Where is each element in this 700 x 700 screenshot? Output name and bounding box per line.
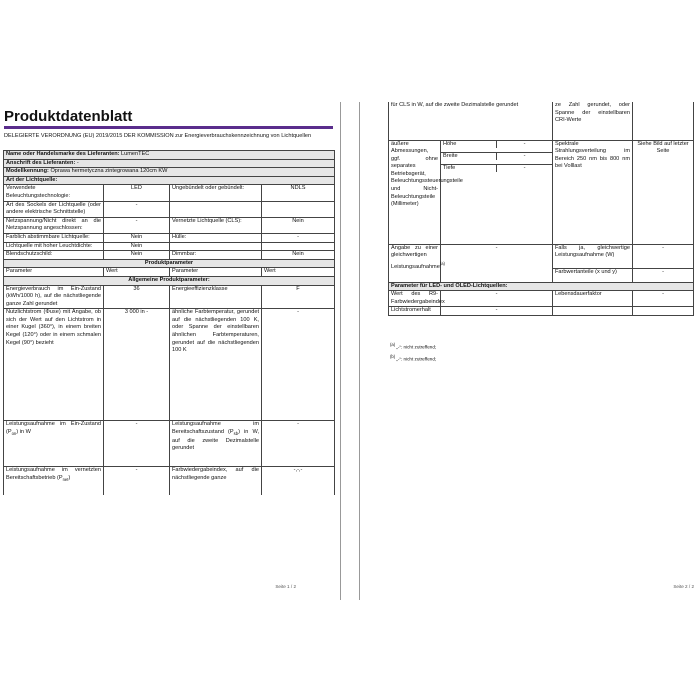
energy-on-value: 36 (104, 285, 170, 309)
light-source-type-heading: Art der Lichtquelle: (4, 176, 335, 185)
table-row (4, 201, 335, 217)
supplier-name-label: Name oder Handelsmarke des Lieferanten: (6, 151, 120, 157)
standby-value: - (262, 421, 335, 467)
width-value: - (523, 152, 526, 159)
high-luminance-label: Lichtquelle mit hoher Leuchtdichte: (4, 242, 104, 251)
table-row (4, 185, 335, 201)
table-row (389, 244, 694, 269)
table-row (4, 233, 335, 242)
height-cell (441, 140, 553, 152)
product-data-table-page-2 (388, 102, 694, 316)
cct-value: - (262, 309, 335, 421)
page-two (359, 102, 700, 600)
page-one (0, 102, 341, 600)
table-row (4, 159, 335, 168)
table-row (4, 168, 335, 177)
cct-label: ähnliche Farbtemperatur, gerundet auf die nächstliegenden 100 K, oder Spanne der einstellbaren ähnlichen Farbtemperaturen, gerundet auf die nächstliegenden 100 K (170, 309, 262, 421)
table-row (4, 259, 335, 268)
col-header-value: Wert (104, 268, 170, 277)
model-value: Oprawa hermetyczna zintegrowana 120cm KW (50, 168, 168, 175)
tech-value: LED (104, 185, 170, 201)
connected-value: Nein (262, 217, 335, 233)
standby-label: Leistungsaufnahme im Bereitschaftszustand $(P_{sb})$ in W, auf die zweite Dezimalstelle gerundet (170, 421, 262, 467)
cri-value: -,-,- (262, 467, 335, 495)
table-row (4, 268, 335, 277)
anti-glare-value: Nein (104, 251, 170, 260)
table-row (389, 291, 694, 307)
table-row (4, 309, 335, 421)
table-row (389, 282, 694, 291)
tech-label: Verwendete Beleuchtungstechnologie: (4, 185, 104, 201)
maintenance-value: - (441, 307, 553, 316)
general-params-heading: Allgemeine Produktparameter: (4, 276, 335, 285)
table-row (4, 276, 335, 285)
connected-label: Vernetzte Lichtquelle (CLS): (170, 217, 262, 233)
table-row (4, 242, 335, 251)
useful-flux-value: 3 000 in - (104, 309, 170, 421)
supplier-address-value: - (76, 159, 79, 166)
useful-flux-label: Nutzlichtstrom (Φuse) mit Angabe, ob sich der Wert auf den Lichtstrom in einer Kugel (360°), in einem breiten Kegel (120°) oder in einem schmalen Kegel (90°) bezieht (4, 309, 104, 421)
col-header-value: Wert (262, 268, 335, 277)
power-on-value: - (104, 421, 170, 467)
efficiency-class-label: Energieeffizienzklasse (170, 285, 262, 309)
equiv-value: - (441, 244, 553, 282)
chromaticity-label: Farbwertanteile (x und y) (553, 269, 633, 282)
page-number: Seite 2 / 2 (673, 584, 694, 589)
product-params-heading: Produktparameter (4, 259, 335, 268)
table-row (4, 251, 335, 260)
mains-label: Netzspannung/Nicht direkt an die Netzspannung angeschlossen: (4, 217, 104, 233)
table-row (4, 421, 335, 467)
table-row (389, 307, 694, 316)
efficiency-class-value: F (262, 285, 335, 309)
col-header-param: Parameter (4, 268, 104, 277)
colour-tunable-label: Farblich abstimmbare Lichtquelle: (4, 233, 104, 242)
table-row (4, 217, 335, 233)
depth-label: Tiefe (441, 165, 497, 173)
dimmable-value: Nein (262, 251, 335, 260)
equiv-power-label: Falls ja, gleichwertige Leistungsaufnahme (W) (553, 244, 633, 269)
envelope-label: Hülle: (170, 233, 262, 242)
power-on-label: Leistungsaufnahme im Ein-Zustand $(P_{on})$ in W (4, 421, 104, 467)
led-params-heading: Parameter für LED- und OLED-Lichtquellen: (389, 282, 694, 291)
width-cell (441, 152, 553, 164)
colour-tunable-value: Nein (104, 233, 170, 242)
equiv-power-value: - (633, 244, 694, 269)
table-row (4, 176, 335, 185)
supplier-name-value: LumenTEC (121, 151, 150, 157)
table-row (4, 151, 335, 160)
title-underline (4, 126, 333, 129)
cap-label: Art des Sockels der Lichtquelle (oder andere elektrische Schnittstelle) (4, 201, 104, 217)
table-row (389, 102, 694, 140)
maintenance-label: Lichtstromerhalt (389, 307, 441, 316)
high-luminance-value: Nein (104, 242, 170, 251)
nondirectional-value: NDLS (262, 185, 335, 201)
width-label: Breite (441, 153, 497, 161)
energy-on-label: Energieverbrauch im Ein-Zustand (kWh/1000 h), auf die nächstliegende ganze Zahl gerundet (4, 285, 104, 309)
table-row (389, 140, 694, 152)
cls-cont-label: für CLS in W, auf die zweite Dezimalstelle gerundet (389, 102, 553, 140)
depth-cell (441, 164, 553, 244)
lifetime-label: Lebensdauerfaktor (553, 291, 633, 307)
dimmable-label: Dimmbar: (170, 251, 262, 260)
height-label: Höhe (441, 141, 497, 149)
spectral-value: Siehe Bild auf letzter Seite (633, 140, 694, 244)
equiv-label: Angabe zu einer gleichwertigen Leistungsaufnahme$^{(a)}$ (389, 244, 441, 282)
networked-label: Leistungsaufnahme im vernetzten Bereitschaftsbetrieb $(P_{net})$ (4, 467, 104, 495)
anti-glare-label: Blendschutzschild: (4, 251, 104, 260)
depth-value: - (523, 164, 526, 171)
cap-value: - (104, 201, 170, 217)
page-title: Produktdatenblatt (4, 108, 133, 125)
cri-label: Farbwiedergabeindex, auf die nächstliegende ganze (170, 467, 262, 495)
model-label: Modellkennung: (6, 168, 49, 175)
footnote-a: $^{(a)}$ „-“: nicht zutreffend; (390, 342, 437, 350)
r9-label: Wert des R9-Farbwiedergabeindex (389, 291, 441, 307)
r9-value: - (441, 291, 553, 307)
mains-value: - (104, 217, 170, 233)
cri-cont-text: ze Zahl gerundet, oder Spanne der einstellbaren CRI-Werte (553, 102, 633, 140)
spectral-label: Spektrale Strahlungsverteilung im Bereich 250 nm bis 800 nm bei Volllast (553, 140, 633, 244)
supplier-address-label: Anschrift des Lieferanten: (6, 159, 76, 166)
height-value: - (523, 140, 526, 147)
regulation-subtitle: DELEGIERTE VERORDNUNG (EU) 2019/2015 DER KOMMISSION zur Energieverbrauchskennzeichnung von Lichtquellen (4, 133, 312, 139)
chromaticity-value: - (633, 269, 694, 282)
outer-dims-label: äußere Abmessungen, ggf. ohne separates Betriebsgerät, Beleuchtungssteuerungsteile und Nicht-Beleuchtungsteile (Millimeter) (389, 140, 441, 244)
networked-value: - (104, 467, 170, 495)
page-number: Seite 1 / 2 (275, 584, 296, 589)
table-row (4, 467, 335, 495)
envelope-value: - (262, 233, 335, 242)
table-row (4, 285, 335, 309)
nondirectional-label: Ungebündelt oder gebündelt: (170, 185, 262, 201)
lifetime-value: - (633, 291, 694, 307)
footnotes (390, 340, 436, 363)
product-data-table-page-1 (3, 150, 335, 495)
col-header-param: Parameter (170, 268, 262, 277)
footnote-b: $^{(b)}$ „-“: nicht zutreffend; (390, 353, 437, 362)
